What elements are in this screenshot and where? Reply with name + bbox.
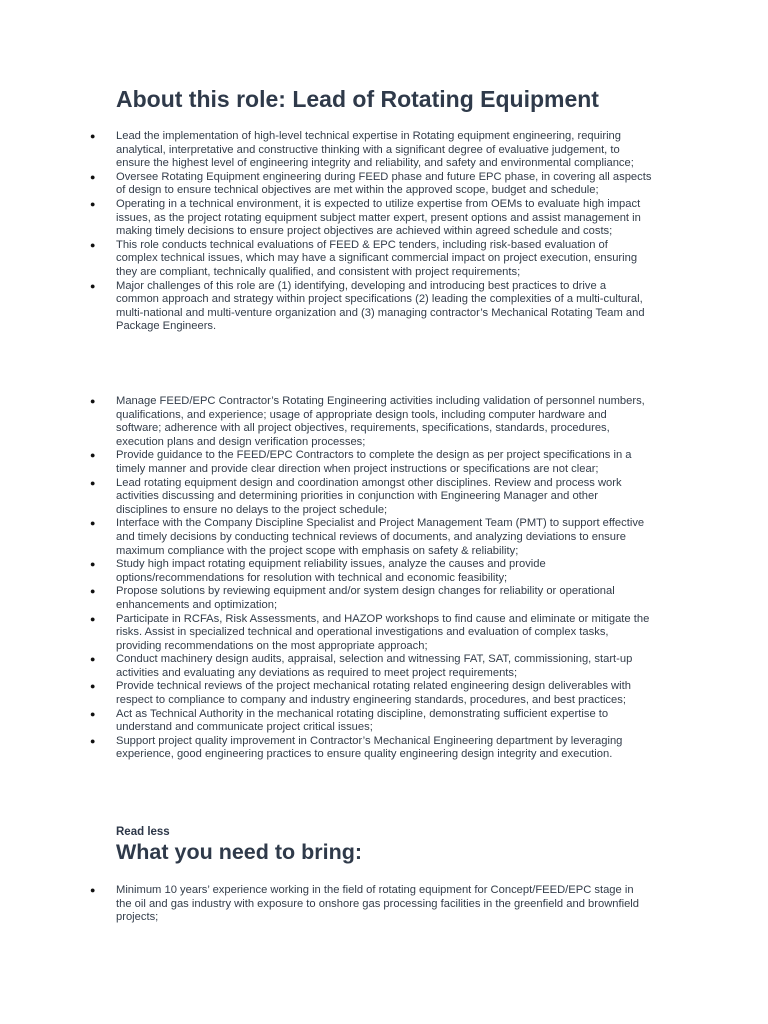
list-item-text: Act as Technical Authority in the mechanical rotating discipline, demonstrating sufficient expertise to understand and communicate project critical issues; [116, 707, 609, 734]
bullet-icon: ● [90, 586, 96, 597]
responsibilities-list-a [0, 130, 768, 334]
bullet-icon: ● [90, 559, 96, 570]
list-item [0, 884, 652, 925]
list-item-text: Minimum 10 years’ experience working in the field of rotating equipment for Concept/FEED/EPC stage in the oil and gas industry with exposure to onshore gas processing facilities in the greenfield and brownfield projects; [116, 884, 640, 924]
list-item-text: Propose solutions by reviewing equipment and/or system design changes for reliability or operational enhancements and optimization; [116, 585, 615, 611]
bullet-icon: ● [90, 613, 96, 624]
bullet-icon: ● [90, 885, 96, 895]
bullet-icon: ● [90, 171, 96, 182]
list-item [0, 517, 652, 558]
bullet-icon: ● [90, 280, 96, 291]
list-item [0, 280, 652, 334]
read-less-link[interactable]: Read less [116, 826, 170, 838]
list-item-text: Operating in a technical environment, it is expected to utilize expertise from OEMs to evaluate high impact issues, as the project rotating equipment subject matter expert, present options and assist management in making timely decisions to ensure project objectives are achieved within agreed schedule and costs; [116, 197, 641, 238]
bullet-icon: ● [90, 198, 96, 209]
list-item [0, 680, 652, 707]
list-item [0, 130, 652, 171]
list-item-text: This role conducts technical evaluations of FEED & EPC tenders, including risk-based evaluation of complex technical issues, which may have a significant commercial impact on project execution, ensuring they are compliant, technically qualified, and consistent with project requirements; [116, 238, 638, 278]
list-item-text: Lead the implementation of high-level technical expertise in Rotating equipment engineering, requiring analytical, interpretative and constructive thinking with a significant degree of evaluative judgement, to ensure the highest level of engineering integrity and reliability, and safety and environmental compliance; [116, 130, 634, 170]
list-item-text: Study high impact rotating equipment reliability issues, analyze the causes and provide options/recommendations for resolution with technical and economic feasibility; [116, 558, 546, 584]
list-item-text: Manage FEED/EPC Contractor’s Rotating Engineering activities including validation of personnel numbers, qualifications, and experience; usage of appropriate design tools, including computer hardware and software; adherence with all project objectives, requirements, specifications, standards, procedures, execution plans and design verification processes; [116, 395, 645, 448]
list-item [0, 613, 652, 654]
bullet-icon: ● [90, 396, 96, 406]
list-item [0, 708, 652, 735]
responsibilities-list-b [0, 395, 768, 762]
bullet-icon: ● [90, 131, 96, 141]
bullet-icon: ● [90, 654, 96, 665]
bullet-icon: ● [90, 681, 96, 692]
list-item [0, 239, 652, 280]
list-item-text: Major challenges of this role are (1) identifying, developing and introducing best practices to drive a common approach and strategy within project specifications (2) leading the complexities of a multi-cultural, multi-national and multi-venture organization and (3) managing contractor’s Mechanical Rotating Team and Package Engineers. [116, 279, 645, 333]
list-item [0, 171, 652, 198]
list-item-text: Provide guidance to the FEED/EPC Contractors to complete the design as per project specifications in a timely manner and provide clear direction when project instructions or specifications are not clear; [116, 449, 632, 475]
list-item [0, 585, 652, 612]
about-role-heading: About this role: Lead of Rotating Equipment [116, 86, 599, 112]
list-item-text: Participate in RCFAs, Risk Assessments, and HAZOP workshops to find cause and eliminate or mitigate the risks. Assist in specialized technical and operational investigations and evaluation of complex tasks, providing recommendations on the most appropriate approach; [116, 612, 650, 652]
requirements-heading: What you need to bring: [116, 840, 363, 864]
list-item [0, 735, 652, 762]
list-item [0, 395, 652, 449]
list-item-text: Lead rotating equipment design and coordination amongst other disciplines. Review and process work activities discussing and determining priorities in conjunction with Engineering Manager and other disciplines to ensure no delays to the project schedule; [116, 476, 622, 516]
list-item-text: Interface with the Company Discipline Specialist and Project Management Team (PMT) to support effective and timely decisions by conducting technical reviews of documents, and analyzing deviations to ensure maximum compliance with the project scope with emphasis on safety & reliability; [116, 517, 645, 557]
bullet-icon: ● [90, 518, 96, 529]
requirements-list [0, 884, 768, 925]
list-item [0, 477, 652, 518]
list-item-text: Conduct machinery design audits, appraisal, selection and witnessing FAT, SAT, commissioning, start-up activities and evaluating any deviations as required to meet project requirements; [116, 653, 633, 679]
bullet-icon: ● [90, 708, 96, 719]
list-item [0, 653, 652, 680]
bullet-icon: ● [90, 735, 96, 746]
bullet-icon: ● [90, 239, 96, 250]
list-item [0, 449, 652, 476]
list-item-text: Provide technical reviews of the project mechanical rotating related engineering design deliverables with respect to compliance to company and industry engineering standards, procedures, and best practices; [116, 680, 631, 707]
bullet-icon: ● [90, 450, 96, 461]
list-item-text: Oversee Rotating Equipment engineering during FEED phase and future EPC phase, in covering all aspects of design to ensure technical objectives are met within the approved scope, budget and schedule; [116, 170, 652, 197]
list-item [0, 558, 652, 585]
list-item [0, 198, 652, 239]
list-item-text: Support project quality improvement in Contractor’s Mechanical Engineering department by leveraging experience, good engineering practices to ensure quality engineering design integrity and execution. [116, 734, 623, 761]
bullet-icon: ● [90, 477, 96, 488]
